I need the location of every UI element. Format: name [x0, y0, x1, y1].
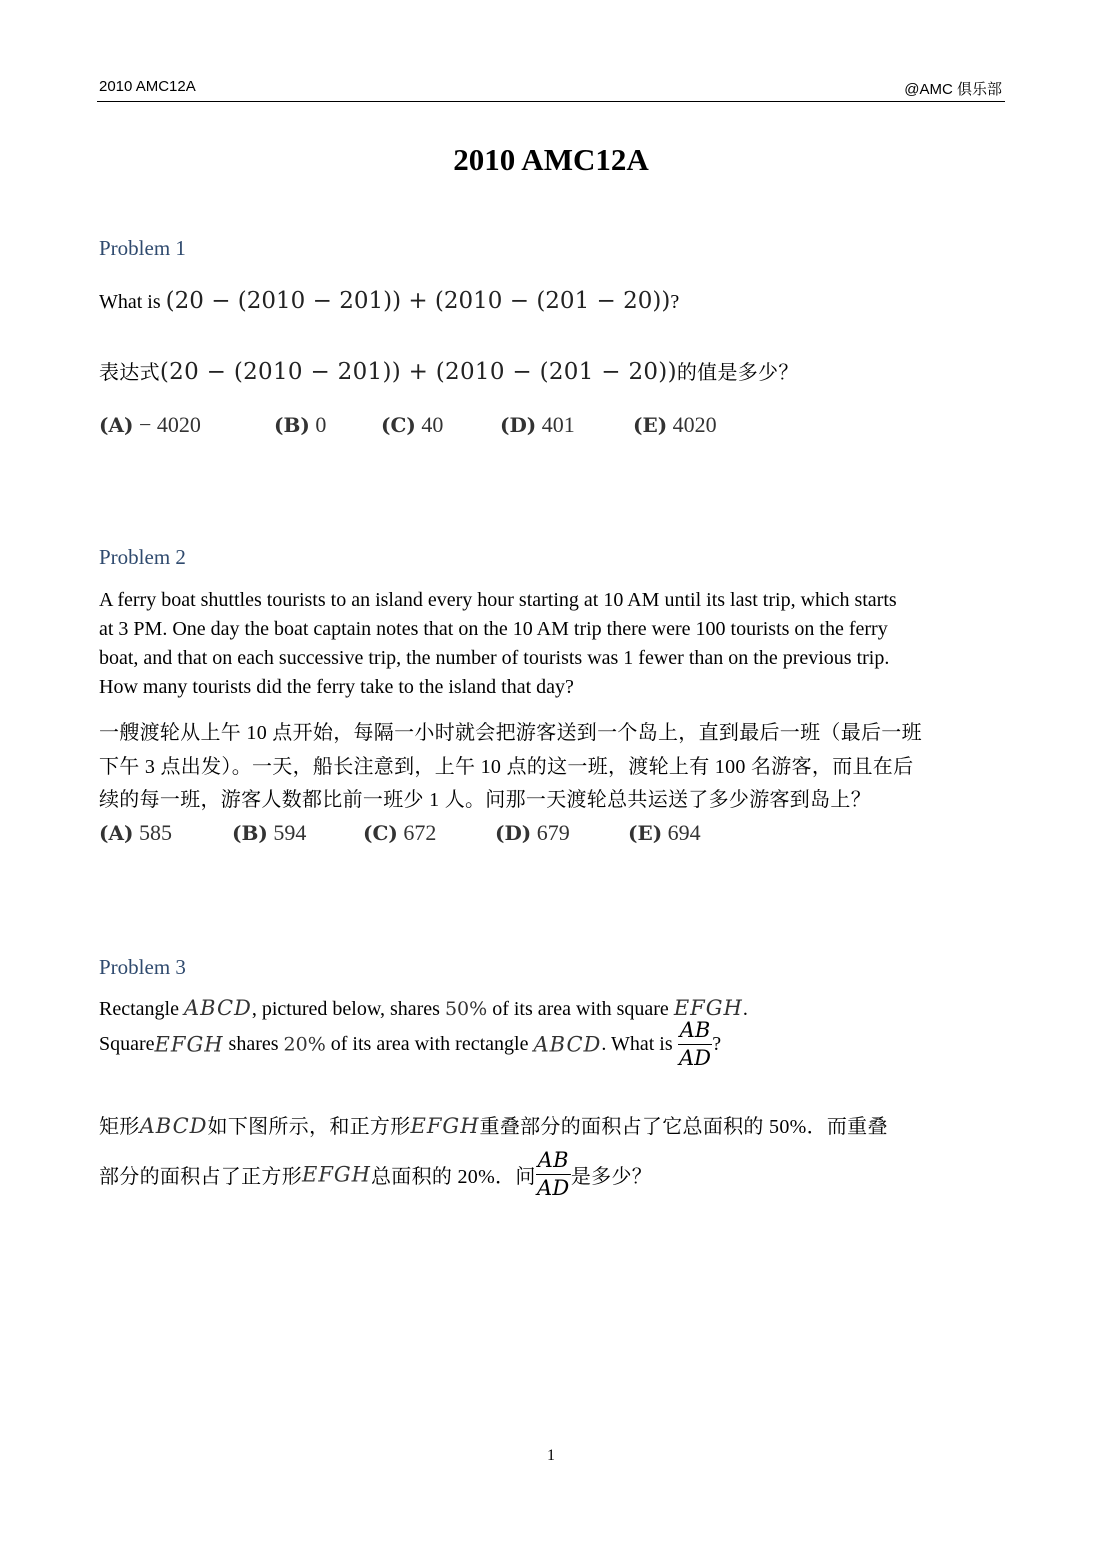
rect-abcd: ABCD — [139, 1114, 208, 1138]
choice-e: (E) 4020 — [633, 412, 717, 437]
p2-zh-line-2: 下午 3 点出发）。一天，船长注意到，上午 10 点的这一班，渡轮上有 100 名游客，而且在后 — [99, 756, 914, 778]
choice-e: (E) 694 — [628, 820, 701, 845]
p3-en-line-1 — [99, 996, 748, 1021]
problem-2-heading: Problem 2 — [99, 545, 186, 569]
p1-expression-zh: (20 − (2010 − 201)) + (2010 − (201 − 20)) — [159, 359, 677, 385]
choice-b: (B) 0 — [274, 412, 327, 437]
p3-zh-text: 矩形 — [99, 1116, 140, 1138]
choice-c: (C) 672 — [363, 820, 437, 845]
p1-en-suffix: ? — [670, 291, 680, 313]
choice-d: (D) 679 — [495, 820, 570, 845]
p3-text: . What is — [601, 1033, 678, 1055]
header-right: @AMC 俱乐部 — [904, 81, 1002, 98]
p1-expression: (20 − (2010 − 201)) + (2010 − (201 − 20)) — [165, 288, 671, 314]
choice-b: (B) 594 — [232, 820, 307, 845]
p2-zh-line-1: 一艘渡轮从上午 10 点开始，每隔一小时就会把游客送到一个岛上，直到最后一班（最后一班 — [99, 722, 922, 744]
problem-3-heading: Problem 3 — [99, 955, 186, 979]
choice-d: (D) 401 — [500, 412, 575, 437]
percent-20: 20% — [283, 1033, 326, 1056]
page-title: 2010 AMC12A — [453, 142, 649, 177]
p3-text: Square — [99, 1033, 155, 1055]
problem-2-choices — [99, 820, 701, 846]
p3-zh-line-1 — [99, 1110, 888, 1139]
p3-text: ? — [712, 1033, 722, 1055]
problem-1-en — [99, 288, 679, 314]
page-number: 1 — [547, 1447, 555, 1464]
p3-text: of its area with square — [487, 998, 674, 1020]
p1-en-prefix: What is — [99, 291, 166, 313]
p2-en-line-3: boat, and that on each successive trip, the number of tourists was 1 fewer than on the previous trip. — [99, 647, 890, 669]
p2-en-line-2: at 3 PM. One day the boat captain notes that on the 10 AM trip there were 100 tourists on the ferry — [99, 618, 888, 640]
p3-text: of its area with rectangle — [325, 1033, 534, 1055]
p3-text: Rectangle — [99, 998, 184, 1020]
choice-a: (A) 585 — [99, 820, 172, 845]
square-efgh: EFGH — [154, 1032, 224, 1057]
p3-zh-text: 如下图所示，和正方形 — [207, 1116, 411, 1138]
header-left: 2010 AMC12A — [99, 78, 196, 95]
p3-en-line-2 — [99, 1020, 721, 1069]
p3-zh-text: 总面积的 20%．问 — [371, 1166, 536, 1188]
p2-zh-line-3: 续的每一班，游客人数都比前一班少 1 人。问那一天渡轮总共运送了多少游客到岛上？ — [99, 789, 871, 811]
rect-abcd: ABCD — [183, 996, 252, 1020]
fraction-ab-over-ad: $\frac{AB}{AD}$ — [678, 1018, 711, 1070]
choice-c: (C) 40 — [381, 412, 444, 437]
p1-zh-prefix: 表达式 — [99, 362, 160, 384]
p3-text: . — [742, 998, 748, 1020]
p3-zh-line-2 — [99, 1150, 652, 1199]
p3-zh-text: 部分的面积占了正方形 — [99, 1166, 302, 1188]
problem-1-zh — [99, 356, 799, 385]
square-efgh: EFGH — [302, 1162, 371, 1187]
square-efgh: EFGH — [673, 996, 743, 1020]
p3-zh-text: 是多少？ — [570, 1166, 653, 1188]
p2-en-line-1: A ferry boat shuttles tourists to an island every hour starting at 10 AM until its last trip, which starts — [99, 589, 897, 611]
p3-text: , pictured below, shares — [251, 998, 445, 1020]
header-divider — [97, 101, 1005, 102]
p3-text: shares — [223, 1033, 284, 1055]
p2-en-line-4: How many tourists did the ferry take to the island that day? — [99, 676, 574, 698]
p1-zh-suffix: 的值是多少？ — [676, 362, 799, 384]
fraction-ab-over-ad: $\frac{AB}{AD}$ — [536, 1148, 570, 1200]
rect-abcd: ABCD — [533, 1032, 602, 1057]
problem-1-choices — [99, 412, 717, 438]
problem-1-heading: Problem 1 — [99, 236, 186, 260]
square-efgh: EFGH — [410, 1114, 480, 1138]
p3-zh-text: 重叠部分的面积占了它总面积的 50%．而重叠 — [479, 1116, 888, 1138]
percent-50: 50% — [444, 998, 488, 1020]
choice-a: (A) − 4020 — [99, 412, 201, 437]
